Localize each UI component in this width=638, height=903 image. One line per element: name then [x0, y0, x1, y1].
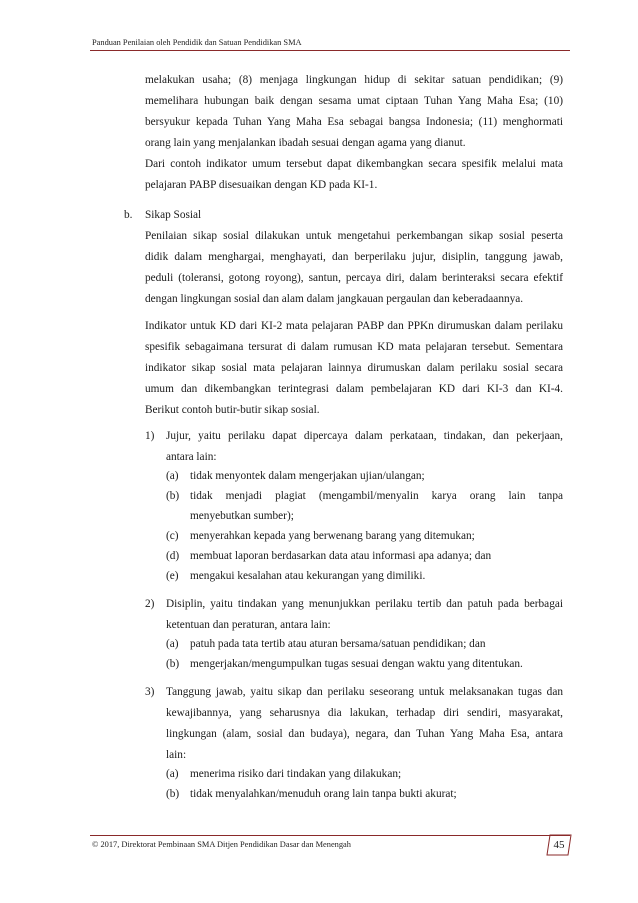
list-marker: 3): [145, 686, 155, 698]
text-line: Dari contoh indikator umum tersebut dapat dikembangkan secara spesifik melalui mata: [145, 158, 563, 170]
section-marker: b.: [124, 209, 133, 221]
text-line: bersyukur kepada Tuhan Yang Maha Esa sebagai bangsa Indonesia; (11) menghormati: [145, 116, 563, 128]
text-line: peduli (toleransi, gotong royong), santun, percaya diri, dalam berinteraksi secara efektif: [145, 272, 563, 284]
text-line: Berikut contoh butir-butir sikap sosial.: [145, 404, 320, 416]
text-line: orang lain yang menjalankan ibadah sesuai dengan agama yang dianut.: [145, 137, 466, 149]
footer-divider: [90, 835, 570, 836]
text-line: tidak menyalahkan/menuduh orang lain tanpa bukti akurat;: [190, 788, 457, 800]
sub-marker: (a): [166, 638, 179, 650]
text-line: memelihara hubungan baik dengan sesama umat ciptaan Tuhan Yang Maha Esa; (10): [145, 95, 563, 107]
text-line: mengakui kesalahan atau kekurangan yang dimiliki.: [190, 570, 426, 582]
sub-marker: (b): [166, 490, 180, 502]
sub-marker: (a): [166, 470, 179, 482]
text-line: membuat laporan berdasarkan data atau informasi apa adanya; dan: [190, 550, 492, 562]
text-line: Disiplin, yaitu tindakan yang menunjukkan perilaku tertib dan patuh pada berbagai: [166, 598, 563, 610]
list-marker: 2): [145, 598, 155, 610]
sub-marker: (d): [166, 550, 180, 562]
text-line: patuh pada tata tertib atau aturan bersama/satuan pendidikan; dan: [190, 638, 486, 650]
text-line: menyebutkan sumber);: [190, 510, 294, 522]
sub-marker: (c): [166, 530, 179, 542]
page-number: 45: [553, 839, 565, 851]
text-line: tidak menyontek dalam mengerjakan ujian/ulangan;: [190, 470, 425, 482]
text-line: kewajibannya, yang seharusnya dia lakukan, terhadap diri sendiri, masyarakat,: [166, 707, 563, 719]
footer-copyright: © 2017, Direktorat Pembinaan SMA Ditjen Pendidikan Dasar dan Menengah: [92, 840, 351, 849]
text-line: umum dan dikembangkan terintegrasi dalam pembelajaran KD dari KI-3 dan KI-4.: [145, 383, 563, 395]
text-line: antara lain:: [166, 451, 217, 463]
text-line: didik dalam menghargai, menghayati, dan berperilaku jujur, disiplin, tanggung jawab,: [145, 251, 563, 263]
text-line: mengerjakan/mengumpulkan tugas sesuai dengan waktu yang ditentukan.: [190, 658, 523, 670]
text-line: lingkungan (alam, sosial dan budaya), negara, dan Tuhan Yang Maha Esa, antara: [166, 728, 563, 740]
text-line: melakukan usaha; (8) menjaga lingkungan hidup di sekitar satuan pendidikan; (9): [145, 74, 563, 86]
text-line: indikator sikap sosial mata pelajaran lainnya dirumuskan dalam perilaku sosial secara: [145, 362, 563, 374]
text-line: Penilaian sikap sosial dilakukan untuk mengetahui perkembangan sikap sosial peserta: [145, 230, 563, 242]
sub-marker: (a): [166, 768, 179, 780]
text-line: menerima risiko dari tindakan yang dilakukan;: [190, 768, 402, 780]
text-line: lain:: [166, 749, 187, 761]
text-line: tidak menjadi plagiat (mengambil/menyalin karya orang lain tanpa: [190, 490, 563, 502]
sub-marker: (b): [166, 788, 180, 800]
list-marker: 1): [145, 430, 155, 442]
text-line: dengan lingkungan sosial dan alam dalam jangkauan pergaulan dan keberadaannya.: [145, 293, 524, 305]
text-line: spesifik sebagaimana tersurat di dalam rumusan KD mata pelajaran tersebut. Sementara: [145, 341, 563, 353]
section-title: Sikap Sosial: [145, 209, 202, 221]
sub-marker: (b): [166, 658, 180, 670]
sub-marker: (e): [166, 570, 179, 582]
header-divider: [90, 50, 570, 51]
text-line: Indikator untuk KD dari KI-2 mata pelajaran PABP dan PPKn dirumuskan dalam perilaku: [145, 320, 563, 332]
text-line: menyerahkan kepada yang berwenang barang yang ditemukan;: [190, 530, 475, 542]
header-title: Panduan Penilaian oleh Pendidik dan Satuan Pendidikan SMA: [92, 38, 302, 47]
text-line: Tanggung jawab, yaitu sikap dan perilaku seseorang untuk melaksanakan tugas dan: [166, 686, 563, 698]
text-line: Jujur, yaitu perilaku dapat dipercaya dalam perkataan, tindakan, dan pekerjaan,: [166, 430, 563, 442]
text-line: pelajaran PABP disesuaikan dengan KD pada KI-1.: [145, 179, 378, 191]
page-number-badge: [546, 834, 572, 856]
text-line: ketentuan dan peraturan, antara lain:: [166, 619, 331, 631]
